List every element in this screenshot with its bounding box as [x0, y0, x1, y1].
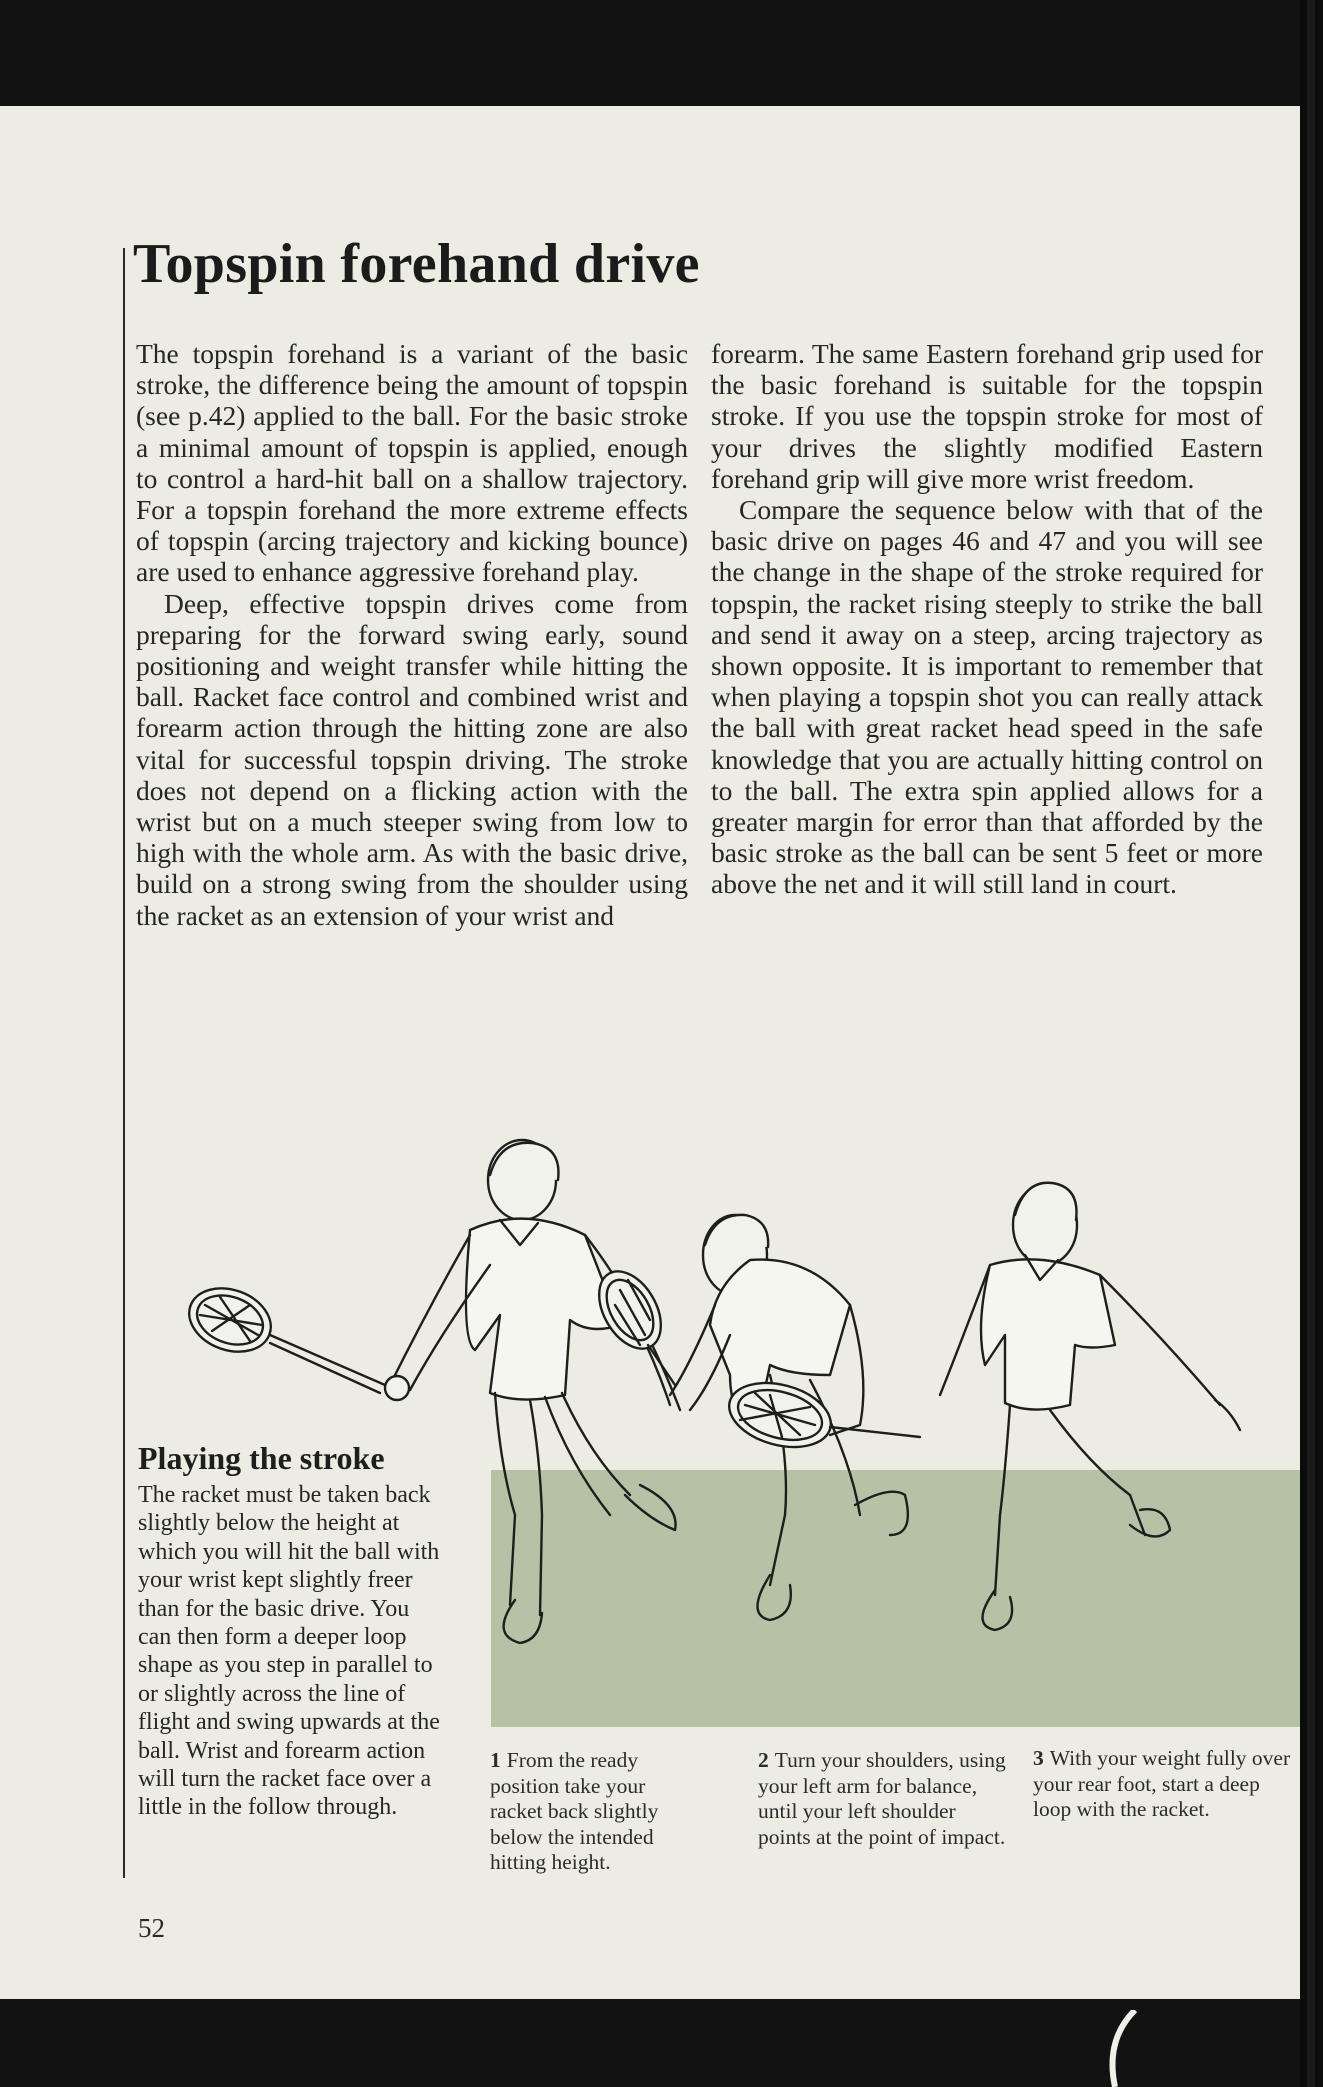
page-corner-shadow [1095, 2010, 1155, 2087]
caption-step-3 [1033, 1746, 1295, 1823]
page-number: 52 [138, 1913, 165, 1943]
body-paragraph: Compare the sequence below with that of the basic drive on pages 46 and 47 and you will see the change in the shape of the stroke required for topspin, the racket rising steeply to strike the ball and send it away on a steep, arcing trajectory as shown opposite. It is important to remember that when playing a topspin shot you can really attack the ball with great racket head speed in the safe knowledge that you are actually hitting control on to the ball. The extra spin applied allows for a greater margin for error than that afforded by the basic stroke as the ball can be sent 5 feet or more above the net and it will still land in court. [711, 494, 1263, 900]
margin-rule [123, 248, 125, 1878]
body-paragraph: forearm. The same Eastern forehand grip used for the basic forehand is suitable for the topspin stroke. If you use the topspin stroke for most of your drives the slightly modified Eastern forehand grip will give more wrist freedom. [711, 338, 1263, 494]
racket-1 [180, 1277, 409, 1400]
caption-text: With your weight fully over your rear foot, start a deep loop with the racket. [1033, 1746, 1291, 1821]
spine-edge [1307, 0, 1315, 2087]
player-figure-3 [940, 1183, 1240, 1630]
sidebar-playing-the-stroke [138, 1440, 448, 1822]
page-title: Topspin forehand drive [133, 233, 700, 295]
caption-text: Turn your shoulders, using your left arm for balance, until your left shoulder points at the point of impact. [758, 1748, 1006, 1849]
body-column-right [711, 338, 1263, 900]
sidebar-heading: Playing the stroke [138, 1440, 385, 1476]
body-paragraph: Deep, effective topspin drives come from preparing for the forward swing early, sound positioning and weight transfer while hitting the ball. Racket face control and combined wrist and forearm action through the hitting zone are also vital for successful topspin driving. The stroke does not depend on a flicking action with the wrist but on a much steeper swing from low to high with the whole arm. As with the basic drive, build on a strong swing from the shoulder using the racket as an extension of your wrist and [136, 587, 688, 931]
caption-step-2 [758, 1748, 1008, 1850]
body-paragraph: The topspin forehand is a variant of the basic stroke, the difference being the amount of topspin (see p.42) applied to the ball. For the basic stroke a minimal amount of topspin is applied, enough to control a hard-hit ball on a shallow trajectory. For a topspin forehand the more extreme effects of topspin (arcing trajectory and kicking bounce) are used to enhance aggressive forehand play. [136, 338, 688, 588]
caption-number: 1 [490, 1748, 501, 1772]
caption-number: 2 [758, 1748, 769, 1772]
caption-step-1 [490, 1748, 690, 1876]
racket-3 [722, 1373, 920, 1458]
sidebar-text: The racket must be taken back slightly below the height at which you will hit the ball with your wrist kept slightly freer than for the basic drive. You can then form a deeper loop shape as you step in parallel to or slightly across the line of flight and swing upwards at the ball. Wrist and forearm action will turn the racket face over a little in the follow through. [138, 1482, 440, 1821]
body-column-left [136, 338, 688, 931]
caption-text: From the ready position take your racket back slightly below the intended hitting height. [490, 1748, 659, 1874]
caption-number: 3 [1033, 1746, 1044, 1770]
